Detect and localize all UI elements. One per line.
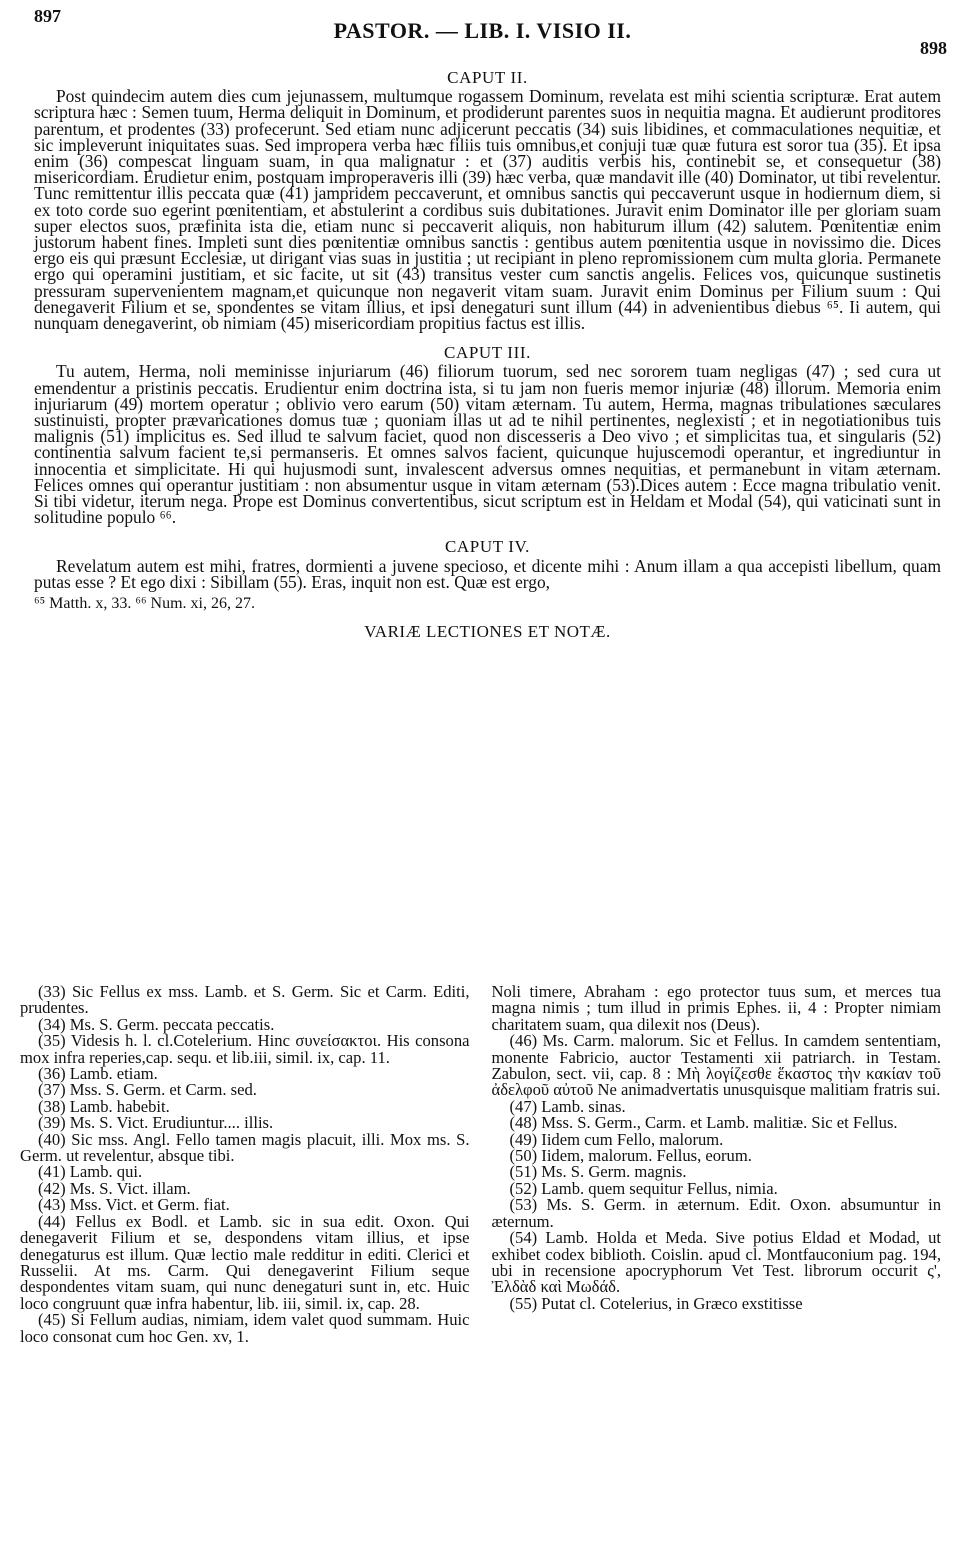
note-item: (49) Iidem cum Fello, malorum.: [509, 1129, 724, 1149]
note-item: (47) Lamb. sinas.: [509, 1096, 626, 1116]
footnotes: ⁶⁵ Matth. x, 33. ⁶⁶ Num. xi, 26, 27.: [34, 595, 255, 613]
notes-columns: [20, 984, 941, 1345]
note-item: (54) Lamb. Holda et Meda. Sive potius Eldad et Modad, ut exhibet codex biblioth. Coislin. apud cl. Montfauconium pag. 194, ubi in recensione apocryphorum Vet Test. librorum occurit ς', Ἐλδὰδ καὶ Μωδάδ.: [491, 1228, 941, 1297]
note-item: (33) Sic Fellus ex mss. Lamb. et S. Germ. Sic et Carm. Editi, prudentes.: [20, 982, 470, 1018]
note-item: (53) Ms. S. Germ. in æternum. Edit. Oxon. absumuntur in æternum.: [491, 1195, 941, 1231]
note-item: (38) Lamb. habebit.: [38, 1096, 170, 1116]
note-item: (43) Mss. Vict. et Germ. fiat.: [38, 1195, 230, 1215]
page-number-left: 897: [34, 6, 61, 26]
page-number-right: 898: [920, 38, 947, 58]
note-item: (44) Fellus ex Bodl. et Lamb. sic in sua edit. Oxon. Qui denegaverit Filium et se, despondens vitam illius, et ipse denegaturus est illum. Quæ lectio male redditur in editi. Clerici et Russelii. At ms. Carm. Qui denegaverint Filium seque despondentes vitam suam, qui nunc denegaturi sunt in, etc. Huic loco congruunt quæ infra habentur, lib. iii, simil. ix, cap. 28.: [20, 1211, 470, 1313]
chapter-text: Revelatum autem est mihi, fratres, dormienti a juvene specioso, et dicente mihi : Anum illam a qua accepisti libellum, quam putas esse ? Et ego dixi : Sibillam (55). Eras, inquit non est. Quæ est ergo,: [34, 555, 941, 592]
note-item: (35) Videsis h. l. cl.Cotelerium. Hinc συνείσακτοι. His consona mox infra reperies,cap. sequ. et lib.iii, simil. ix, cap. 11.: [20, 1031, 470, 1067]
chapter-heading: CAPUT III.: [444, 343, 531, 363]
note-item: (34) Ms. S. Germ. peccata peccatis.: [38, 1014, 275, 1034]
note-item: (46) Ms. Carm. malorum. Sic et Fellus. In camdem sententiam, monente Fabricio, auctor Testamenti xii patriarch. in Testam. Zabulon, sect. vii, cap. 8 : Μὴ λογίζεσθε ἕκαστος τὴν κακίαν τοῦ ἀδελφοῦ αὐτοῦ Ne animadvertatis unusquisque malitiam fratris sui.: [491, 1031, 941, 1100]
note-item: (36) Lamb. etiam.: [38, 1064, 158, 1084]
running-title: PASTOR. — LIB. I. VISIO II.: [333, 18, 632, 43]
chapter-heading: CAPUT II.: [447, 68, 528, 87]
note-item: (52) Lamb. quem sequitur Fellus, nimia.: [509, 1178, 778, 1198]
note-item: (40) Sic mss. Angl. Fello tamen magis placuit, illi. Mox ms. S. Germ. ut revelentur, absque tibi.: [20, 1129, 470, 1166]
note-item: (45) Si Fellum audias, nimiam, idem valet quod summam. Huic loco consonat cum hoc Gen. xv, 1.: [20, 1310, 470, 1346]
note-item: (37) Mss. S. Germ. et Carm. sed.: [38, 1080, 257, 1100]
varia-lectiones-title: VARIÆ LECTIONES ET NOTÆ.: [364, 622, 611, 642]
notes-right-column: [492, 984, 942, 1345]
note-item: (50) Iidem, malorum. Fellus, eorum.: [509, 1146, 752, 1166]
main-text: [34, 66, 941, 640]
note-item: (42) Ms. S. Vict. illam.: [38, 1178, 191, 1198]
note-item: (55) Putat cl. Cotelerius, in Græco exstitisse: [509, 1293, 803, 1313]
chapter-heading: CAPUT IV.: [444, 537, 531, 557]
note-item: (51) Ms. S. Germ. magnis.: [509, 1162, 687, 1182]
chapter-text: Tu autem, Herma, noli meminisse injuriarum (46) filiorum tuorum, sed nec sororem tuam negligas (47) ; sed cura ut emendentur a pristinis peccatis. Erudientur enim doctrina ista, si tu jam non fueris memor injuriæ (48) illorum. Memoria enim injuriarum (49) mortem operatur ; oblivio vero earum (50) vitam æternam. Tu autem, Herma, magnas tribulationes sæculares sustinuisti, propter prævaricationes domus tuæ ; quoniam illas ut ad te nihil pertinentes, neglexisti ; et in negotiationibus tuis malignis (51) implicitus es. Sed illud te salvum faciet, quod non discesseris a Deo vivo ; et simplicitas tua, et singularis (52) continentia salvum facient te,si permanseris. Et omnes salvos facient, quicunque hujuscemodi operantur, et ingrediuntur in innocentia et simplicitate. Hi qui hujusmodi sunt, invalescent adversus omnes nequitias, et permanebunt in vitam æternam. Felices omnes qui operantur justitiam : non absumentur usque in vitam æternam (53).Dices autem : Ecce magna tribulatio venit. Si tibi videtur, iterum nega. Prope est Dominus convertentibus, sicut scriptum est in Heldam et Modal (54), qui vaticinati sunt in solitudine populo ⁶⁶.: [34, 361, 941, 528]
notes-left-column: [20, 984, 470, 1345]
chapter-text: Post quindecim autem dies cum jejunassem, multumque rogassem Dominum, revelata est mihi scientia scripturæ. Erat autem scriptura hæc : Semen tuum, Herma deliquit in Dominum, et prodiderunt parentes suos in nequitia magna. Et audierunt proditores parentum, et prodentes (33) profecerunt. Sed etiam nunc adjicerunt peccatis (34) suis libidines, et commaculationes nequitiæ, et sic impleverunt iniquitates suas. Sed impropera verba hæc filiis tuis omnibus,et conjuji tuæ quæ futura est soror tua (35). Et ipsa enim (36) compescat linguam suam, in qua malignatur : et (37) auditis verbis his, continebit se, et consequetur (38) misericordiam. Erudietur enim, postquam improperaveris illi (39) hæc verba, quæ mandavit ille (40) Dominator, ut tibi revelentur. Tunc remittentur illis peccata quæ (41) jampridem peccaverunt, et omnibus sanctis qui peccaverunt usque in hodiernum diem, si ex toto corde suo egerint pœnitentiam, et abstulerint a cordibus suis dubitationes. Juravit enim Dominator ille per gloriam suam super electos suos, præfinita ista die, etiam nunc si peccaverit aliquis, non habiturum illum (42) salutem. Pœnitentiæ enim justorum habent fines. Impleti sunt dies pœnitentiæ omnibus sanctis : gentibus autem pœnitentia usque in novissimo die. Dices ergo eis qui præsunt Ecclesiæ, ut dirigant vias suas in justitia ; ut recipiant in pleno repromissionem cum multa gloria. Permanete ergo qui operamini justitiam, et sic facite, ut sit (43) transitus vester cum sanctis angelis. Felices vos, quicunque sustinetis pressuram supervenientem magnam,et quicunque non negaverit vitam suam. Juravit enim Dominus per Filium suum : Qui denegaverit Filium et se, spondentes se vitam illius, et ipsi denegaturi sunt illum (44) in advenientibus diebus ⁶⁵. Ii autem, qui nunquam denegaverint, ob nimiam (45) misericordiam propitius factus est illis.: [34, 86, 941, 334]
note-item: Noli timere, Abraham : ego protector tuus sum, et merces tua magna nimis ; tum illud in primis Ephes. ii, 4 : Propter nimiam charitatem suam, qua dilexit nos (Deus).: [491, 982, 941, 1034]
note-item: (48) Mss. S. Germ., Carm. et Lamb. malitiæ. Sic et Fellus.: [509, 1113, 898, 1133]
note-item: (39) Ms. S. Vict. Erudiuntur.... illis.: [38, 1113, 274, 1133]
note-item: (41) Lamb. qui.: [38, 1162, 143, 1182]
